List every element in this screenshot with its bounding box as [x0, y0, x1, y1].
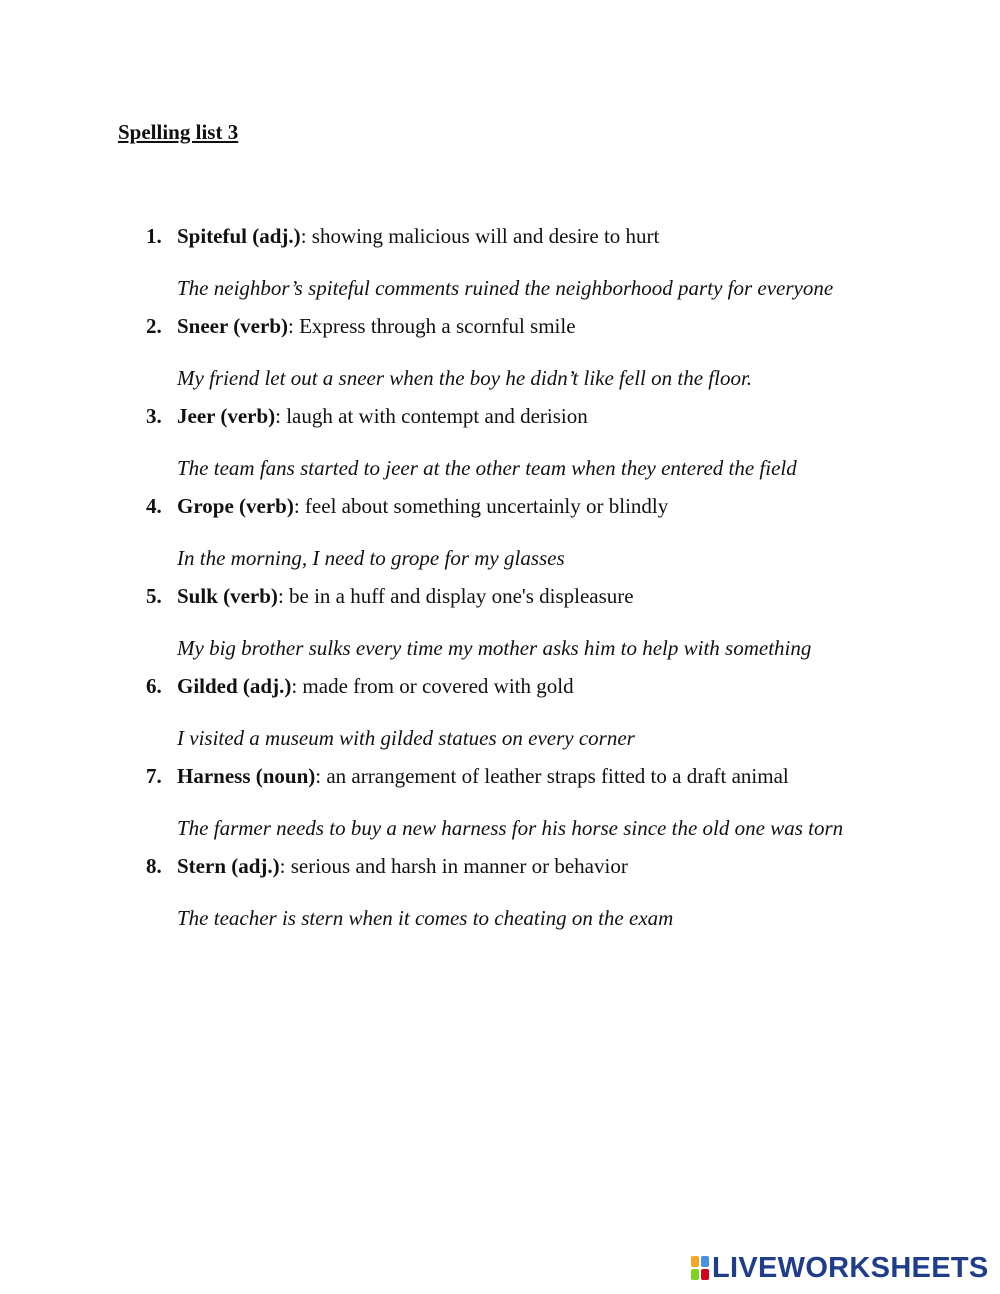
example-sentence: The teacher is stern when it comes to cheating on the exam	[177, 906, 674, 931]
list-item	[0, 492, 1000, 585]
logo-tile	[691, 1256, 699, 1267]
item-number: 6.	[146, 674, 162, 698]
item-number: 8.	[146, 854, 162, 878]
example-sentence: The farmer needs to buy a new harness for his horse since the old one was torn	[177, 816, 844, 841]
definition-line	[177, 672, 960, 700]
spelling-word-list	[0, 222, 1000, 942]
term: Spiteful (adj.)	[177, 224, 301, 248]
term: Sneer (verb)	[177, 314, 288, 338]
term: Sulk (verb)	[177, 584, 278, 608]
list-item	[0, 312, 1000, 405]
term: Harness (noun)	[177, 764, 316, 788]
term: Jeer (verb)	[177, 404, 276, 428]
definition: : be in a huff and display one's displeasure	[277, 584, 634, 608]
definition: : made from or covered with gold	[291, 674, 574, 698]
definition: : Express through a scornful smile	[288, 314, 576, 338]
liveworksheets-logo-icon	[691, 1256, 709, 1280]
list-item	[0, 852, 1000, 945]
definition: : showing malicious will and desire to hurt	[300, 224, 660, 248]
definition: : feel about something uncertainly or blindly	[293, 494, 669, 518]
item-number: 7.	[146, 764, 162, 788]
logo-text: LIVEWORKSHEETS	[712, 1252, 989, 1284]
definition-line	[177, 222, 960, 250]
term: Stern (adj.)	[177, 854, 280, 878]
item-number: 5.	[146, 584, 162, 608]
definition: : an arrangement of leather straps fitted to a draft animal	[315, 764, 789, 788]
definition-line	[177, 852, 960, 880]
definition-line	[177, 582, 960, 610]
term: Gilded (adj.)	[177, 674, 292, 698]
definition: : laugh at with contempt and derision	[275, 404, 588, 428]
list-item	[0, 402, 1000, 495]
list-item	[0, 222, 1000, 315]
example-sentence: I visited a museum with gilded statues on every corner	[177, 726, 635, 751]
definition-line	[177, 492, 960, 520]
logo-tile	[701, 1256, 709, 1267]
list-item	[0, 672, 1000, 765]
item-number: 4.	[146, 494, 162, 518]
definition-line	[177, 402, 960, 430]
liveworksheets-logo	[691, 1252, 989, 1284]
logo-tile	[701, 1269, 709, 1280]
example-sentence: My big brother sulks every time my mother asks him to help with something	[177, 636, 812, 661]
list-item	[0, 762, 1000, 855]
example-sentence: The neighbor’s spiteful comments ruined the neighborhood party for everyone	[177, 276, 834, 301]
item-number: 3.	[146, 404, 162, 428]
definition-line	[177, 762, 960, 790]
example-sentence: The team fans started to jeer at the other team when they entered the field	[177, 456, 797, 481]
term: Grope (verb)	[177, 494, 294, 518]
definition: : serious and harsh in manner or behavior	[279, 854, 628, 878]
page-title: Spelling list 3	[118, 120, 239, 144]
logo-tile	[691, 1269, 699, 1280]
item-number: 1.	[146, 224, 162, 248]
example-sentence: In the morning, I need to grope for my glasses	[177, 546, 565, 571]
item-number: 2.	[146, 314, 162, 338]
example-sentence: My friend let out a sneer when the boy he didn’t like fell on the floor.	[177, 366, 753, 391]
list-item	[0, 582, 1000, 675]
definition-line	[177, 312, 960, 340]
